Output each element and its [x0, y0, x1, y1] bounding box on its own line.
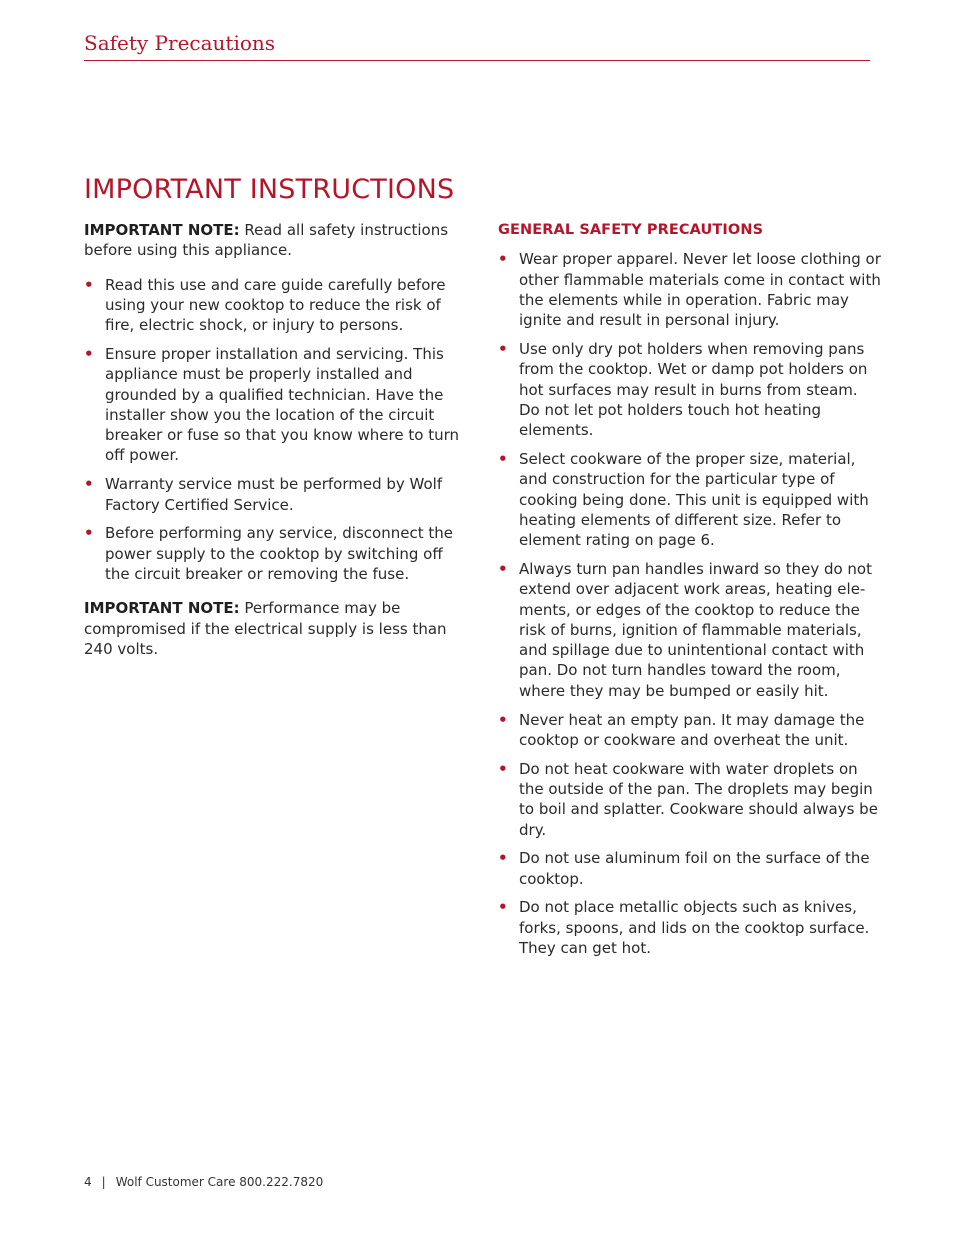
list-item-text: Do not place metallic objects such as knives, forks, spoons, and lids on the cooktop surface. They can get hot.: [519, 898, 870, 957]
list-item: [498, 848, 881, 889]
bullet-icon: •: [498, 250, 508, 269]
list-item-text: Use only dry pot holders when removing pans from the cooktop. Wet or damp pot holders on hot surfaces may result in burns from steam. Do not let pot holders touch hot heating elements.: [519, 339, 868, 440]
list-item: [84, 474, 459, 515]
bullet-icon: •: [84, 344, 94, 363]
list-item-text: Never heat an empty pan. It may damage the cooktop or cookware and overheat the unit.: [519, 710, 865, 749]
section-title: Safety Precautions: [84, 31, 276, 55]
list-item-text: Do not heat cookware with water droplets on the outside of the pan. The droplets may begin to boil and splatter. Cookware should always be dry.: [519, 759, 878, 839]
bullet-icon: •: [84, 475, 94, 494]
header-divider: [84, 60, 870, 61]
bullet-icon: •: [498, 759, 508, 778]
list-item: [498, 449, 881, 550]
note-text: Performance may be compromised if the electrical supply is less than 240 volts.: [84, 599, 447, 658]
list-item: [498, 897, 881, 958]
list-item: [498, 710, 881, 751]
list-item-text: Read this use and care guide carefully before using your new cooktop to reduce the risk of fire, electric shock, or injury to persons.: [105, 275, 446, 335]
list-item: [498, 559, 881, 701]
important-note-read: [84, 220, 459, 261]
list-item: [84, 523, 459, 584]
note-label: IMPORTANT NOTE:: [84, 599, 240, 618]
important-note-performance: [84, 598, 459, 659]
bullet-icon: •: [498, 849, 508, 868]
list-item-text: Always turn pan handles inward so they do not extend over adjacent work areas, heating ele-ments, or edges of the cooktop to reduce the risk of burns, ignition of flammable materials, and spillage due to unintentional contact with pan. Do not turn handles toward the room, where they may be bumped or easily hit.: [519, 559, 872, 700]
left-column: [84, 220, 459, 673]
list-item-text: Wear proper apparel. Never let loose clothing or other flammable materials come in contact with the elements while in operation. Fabric may ignite and result in personal injury.: [519, 250, 881, 330]
note-label: IMPORTANT NOTE:: [84, 221, 240, 239]
safety-precautions-list: [498, 249, 881, 958]
note-text: Read all safety instructions before using this appliance.: [84, 221, 449, 260]
list-item-text: Ensure proper installation and servicing. This appliance must be properly installed and grounded by a qualified technician. Have the installer show you the location of the circuit breaker or fuse so that you know where to turn off power.: [105, 344, 459, 465]
list-item-text: Select cookware of the proper size, material, and construction for the particular type of cooking being done. This unit is equipped with heating elements of different size. Refer to element rating on page 6.: [519, 449, 869, 550]
list-item-text: Warranty service must be performed by Wolf Factory Certified Service.: [105, 475, 443, 514]
list-item-text: Do not use aluminum foil on the surface of the cooktop.: [519, 849, 870, 888]
list-item: [84, 344, 459, 466]
footer-contact: Wolf Customer Care 800.222.7820: [115, 1175, 324, 1189]
page-footer: [84, 1175, 323, 1189]
right-column: [498, 220, 881, 967]
bullet-icon: •: [498, 339, 508, 358]
bullet-icon: •: [498, 559, 508, 578]
bullet-icon: •: [84, 275, 94, 294]
instructions-list: [84, 275, 459, 585]
list-item: [498, 759, 881, 840]
general-safety-heading: GENERAL SAFETY PRECAUTIONS: [498, 222, 764, 238]
bullet-icon: •: [498, 449, 508, 468]
footer-separator: |: [101, 1175, 106, 1189]
list-item: [498, 339, 881, 440]
list-item-text: Before performing any service, disconnect the power supply to the cooktop by switching off the circuit breaker or removing the fuse.: [105, 524, 453, 583]
list-item: [498, 249, 881, 330]
bullet-icon: •: [84, 524, 94, 543]
bullet-icon: •: [498, 898, 508, 917]
page-title: IMPORTANT INSTRUCTIONS: [84, 174, 455, 205]
list-item: [84, 275, 459, 336]
page-number: 4: [84, 1175, 92, 1189]
bullet-icon: •: [498, 710, 508, 729]
